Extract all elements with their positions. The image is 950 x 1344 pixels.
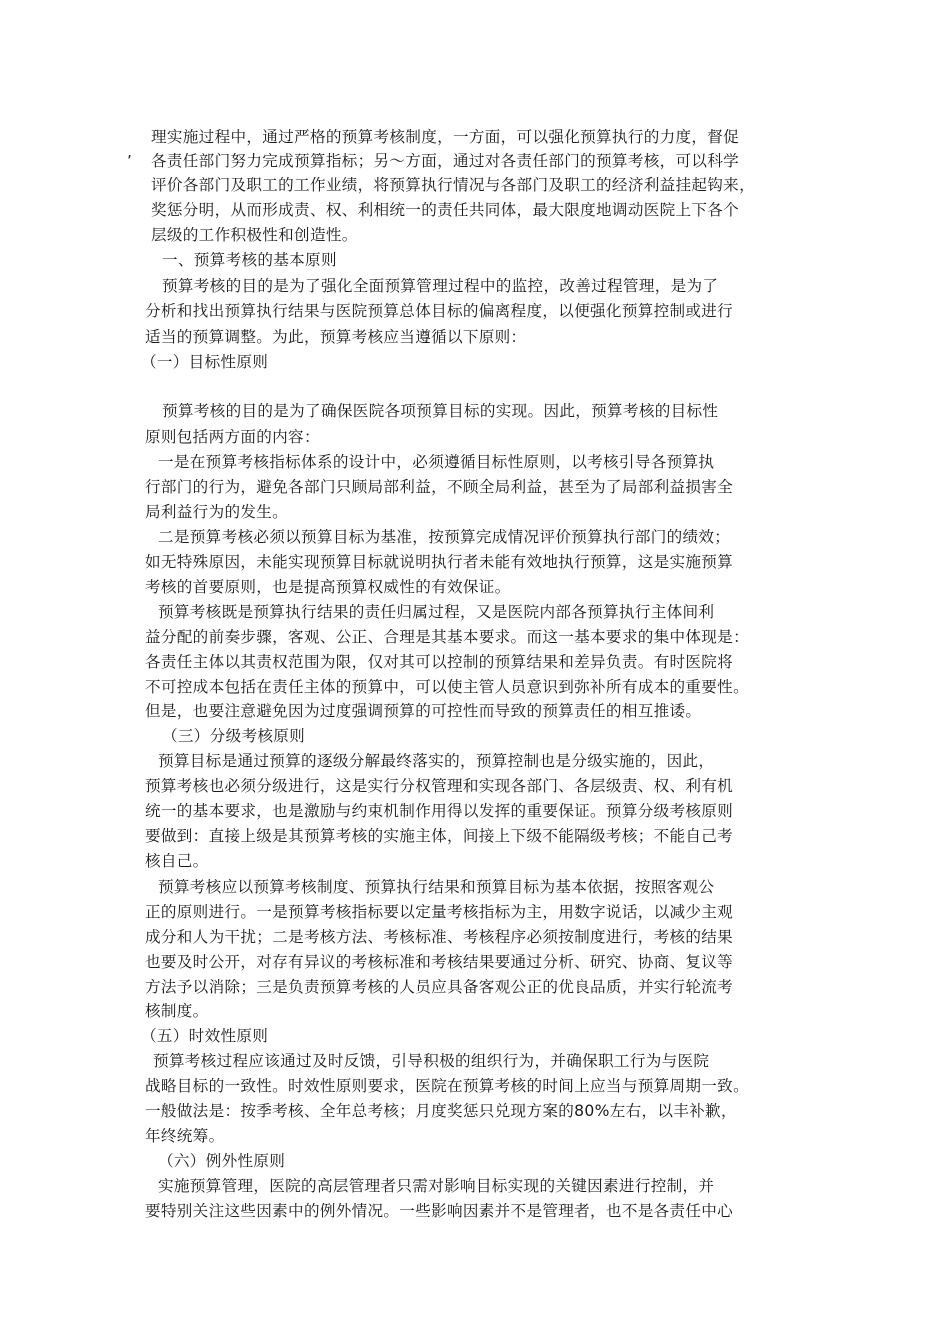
text-line: 如无特殊原因，未能实现预算目标就说明执行者未能有效地执行预算，这是实施预算: [145, 553, 734, 571]
text-line: 考核的首要原则，也是提高预算权威性的有效保证。: [145, 578, 511, 596]
text-line: 预算考核也必须分级进行，这是实行分权管理和实现各部门、各层级责、权、利有机: [145, 777, 734, 795]
text-line: 预算考核的目的是为了强化全面预算管理过程中的监控，改善过程管理，是为了: [162, 277, 719, 295]
text-line: 适当的预算调整。为此，预算考核应当遵循以下原则：: [145, 328, 527, 346]
text-line: 成分和人为干扰；二是考核方法、考核标准、考核程序必须按制度进行，考核的结果: [145, 928, 734, 946]
text-line: 益分配的前奏步骤，客观、公正、合理是其基本要求。而这一基本要求的集中体现是：: [145, 628, 749, 646]
section-heading: 一、预算考核的基本原则: [162, 251, 337, 269]
text-line: 分析和找出预算执行结果与医院预算总体目标的偏离程度，以便强化预算控制或进行: [145, 302, 734, 320]
text-line: 原则包括两方面的内容：: [145, 428, 320, 446]
text-line: 奖惩分明，从而形成责、权、利相统一的责任共同体，最大限度地调动医院上下各个: [151, 201, 740, 219]
text-line: 预算考核的目的是为了确保医院各项预算目标的实现。因此，预算考核的目标性: [162, 402, 719, 420]
text-line: 理实施过程中，通过严格的预算考核制度，一方面，可以强化预算执行的力度，督促: [151, 128, 740, 146]
sub-heading: （五）时效性原则: [141, 1027, 269, 1045]
text-line: 预算考核应以预算考核制度、预算执行结果和预算目标为基本依据，按照客观公: [158, 878, 715, 896]
text-line: 一般做法是：按季考核、全年总考核；月度奖惩只兑现方案的80%左右，以丰补歉，: [145, 1102, 737, 1120]
text-line: 年终统筹。: [145, 1127, 225, 1145]
text-line: 各责任部门努力完成预算指标；另～方面，通过对各责任部门的预算考核，可以科学: [151, 152, 740, 170]
sub-heading: （一）目标性原则: [141, 353, 269, 371]
text-line: 不可控成本包括在责任主体的预算中，可以使主管人员意识到弥补所有成本的重要性。: [145, 678, 749, 696]
text-line: 二是预算考核必须以预算目标为基准，按预算完成情况评价预算执行部门的绩效；: [158, 528, 731, 546]
text-line: 也要及时公开，对存有异议的考核标准和考核结果要通过分析、研究、协商、复议等: [145, 953, 734, 971]
text-line: 预算考核既是预算执行结果的责任归属过程，又是医院内部各预算执行主体间利: [158, 603, 715, 621]
text-line: 但是，也要注意避免因为过度强调预算的可控性而导致的预算责任的相互推诿。: [145, 702, 702, 720]
stray-mark: ’: [127, 152, 132, 170]
text-line: 评价各部门及职工的工作业绩，将预算执行情况与各部门及职工的经济利益挂起钩来，: [151, 176, 755, 194]
text-line: 核制度。: [145, 1002, 209, 1020]
sub-heading: （三）分级考核原则: [162, 727, 306, 745]
text-line: 一是在预算考核指标体系的设计中，必须遵循目标性原则，以考核引导各预算执: [158, 453, 715, 471]
text-line: 方法予以消除；三是负责预算考核的人员应具备客观公正的优良品质，并实行轮流考: [145, 978, 734, 996]
text-line: 预算考核过程应该通过及时反馈，引导积极的组织行为，并确保职工行为与医院: [153, 1052, 710, 1070]
text-line: 层级的工作积极性和创造性。: [151, 226, 358, 244]
text-line: 各责任主体以其责权范围为限，仅对其可以控制的预算结果和差异负责。有时医院将: [145, 653, 734, 671]
text-line: 行部门的行为，避免各部门只顾局部利益，不顾全局利益，甚至为了局部利益损害全: [145, 478, 734, 496]
text-line: 要做到：直接上级是其预算考核的实施主体，间接上下级不能隔级考核；不能自己考: [145, 827, 734, 845]
text-line: 实施预算管理，医院的高层管理者只需对影响目标实现的关键因素进行控制，并: [158, 1177, 715, 1195]
text-line: 战略目标的一致性。时效性原则要求，医院在预算考核的时间上应当与预算周期一致。: [145, 1077, 749, 1095]
text-line: 预算目标是通过预算的逐级分解最终落实的，预算控制也是分级实施的，因此，: [158, 752, 715, 770]
text-line: 正的原则进行。一是预算考核指标要以定量考核指标为主，用数字说话，以减少主观: [145, 903, 734, 921]
text-line: 核自己。: [145, 852, 209, 870]
text-line: 统一的基本要求，也是激励与约束机制作用得以发挥的重要保证。预算分级考核原则: [145, 802, 734, 820]
sub-heading: （六）例外性原则: [158, 1152, 286, 1170]
text-line: 局利益行为的发生。: [145, 503, 289, 521]
text-line: 要特别关注这些因素中的例外情况。一些影响因素并不是管理者，也不是各责任中心: [145, 1202, 734, 1220]
